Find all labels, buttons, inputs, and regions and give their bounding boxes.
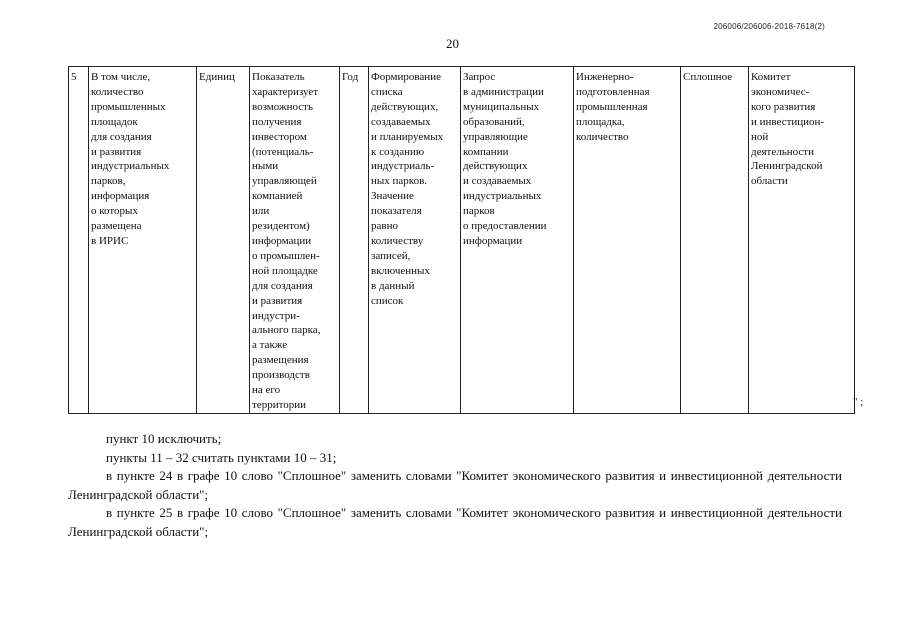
- table-row: [69, 67, 855, 414]
- cell-observation-object: Инженерно- подготовленная промышленная площадка, количество: [574, 67, 681, 414]
- page-number: 20: [446, 36, 459, 51]
- paragraph-3: в пункте 24 в графе 10 слово "Сплошное" заменить словами "Комитет экономического развития и инвестиционной деятельности Ленинградской области";: [68, 468, 842, 502]
- cell-number: 5: [69, 67, 89, 414]
- cell-observation-method: Сплошное: [681, 67, 749, 414]
- closing-quote-mark: " ;: [853, 396, 864, 408]
- cell-indicator-description: Показатель характеризует возможность получения инвестором (потенциаль- ными управляющей компанией или резидентом) информации о промышлен- ной площадке для создания и развития индустри- ального парка, а также размещения производств на его территории: [250, 67, 340, 414]
- paragraph-1: пункт 10 исключить;: [106, 431, 222, 446]
- amendment-text: [68, 430, 842, 541]
- cell-responsible-body: Комитет экономичес- кого развития и инвестицион- ной деятельности Ленинградской области: [749, 67, 855, 414]
- indicator-table: [68, 66, 855, 414]
- document-code: 206006/206006-2018-7618(2): [713, 22, 825, 31]
- cell-data-request: Запрос в администрации муниципальных образований, управляющие компании действующих и создаваемых индустриальных парков о предоставлении информации: [461, 67, 574, 414]
- paragraph-2: пункты 11 – 32 считать пунктами 10 – 31;: [106, 449, 337, 465]
- cell-formation-method: Формирование списка действующих, создаваемых и планируемых к созданию индустриаль- ных парков. Значение показателя равно количеству записей, включенных в данный список: [369, 67, 461, 414]
- paragraph-4: в пункте 25 в графе 10 слово "Сплошное" заменить словами "Комитет экономического развития и инвестиционной деятельности Ленинградской области";: [68, 505, 842, 539]
- cell-indicator-name: В том числе, количество промышленных площадок для создания и развития индустриальных парков, информация о которых размещена в ИРИС: [89, 67, 197, 414]
- cell-unit: Единиц: [197, 67, 250, 414]
- cell-period: Год: [340, 67, 369, 414]
